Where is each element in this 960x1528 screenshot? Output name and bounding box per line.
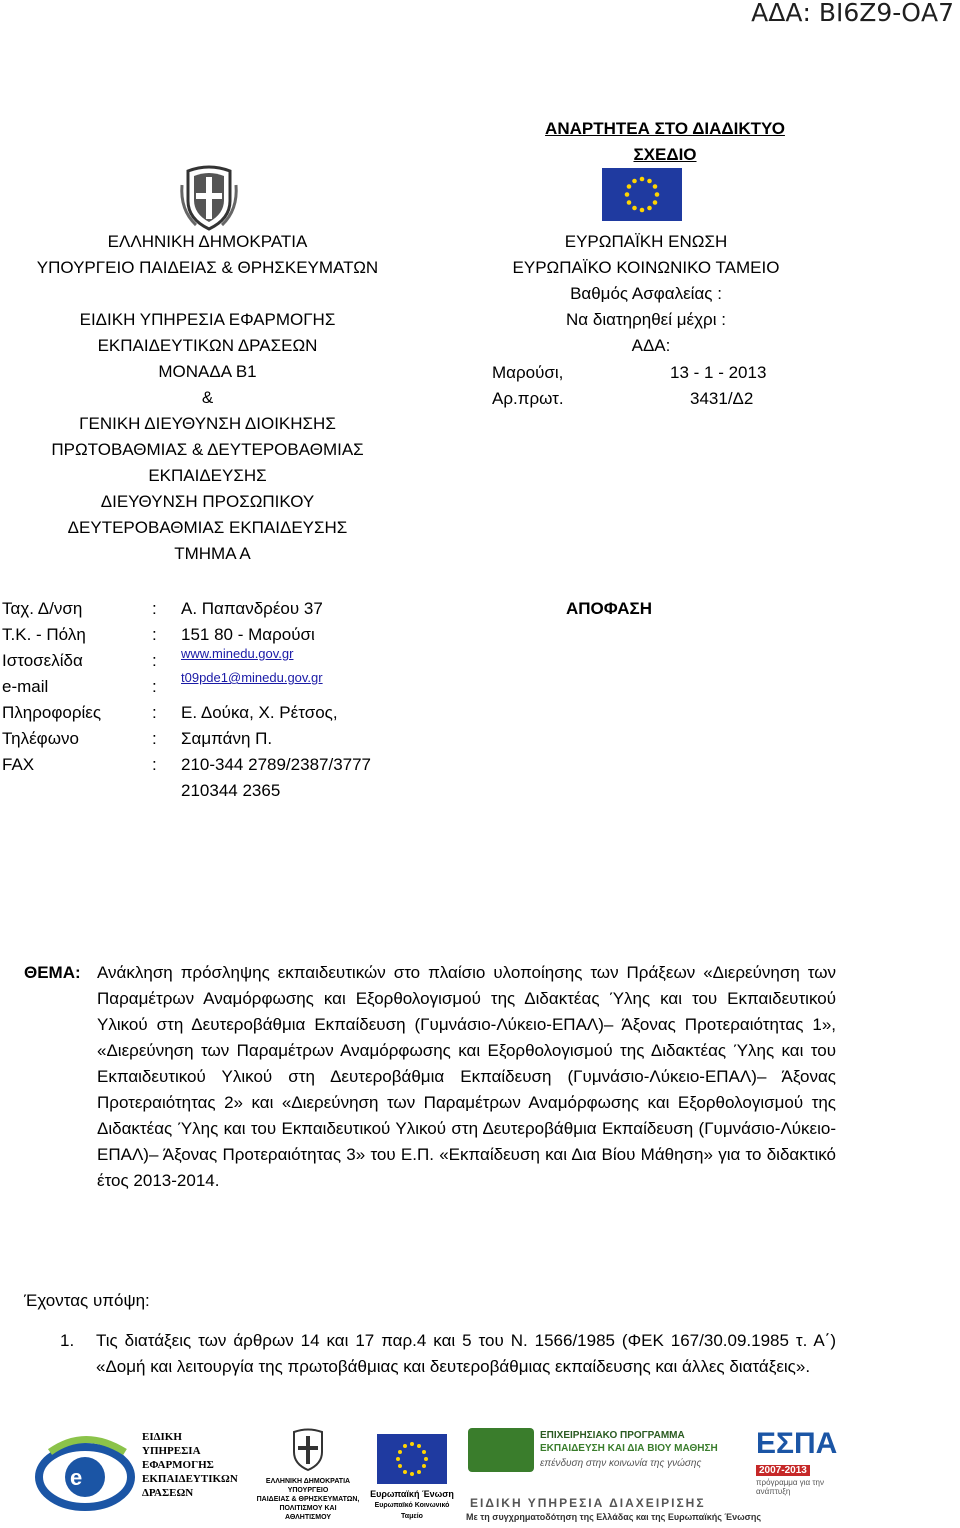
authority-line: ΠΡΩΤΟΒΑΘΜΙΑΣ & ΔΕΥΤΕΡΟΒΑΘΜΙΑΣ [51, 440, 364, 459]
ada-label: ΑΔΑ: [631, 336, 671, 355]
considering-label: Έχοντας υπόψη: [24, 1291, 150, 1310]
place-label: Μαρούσι, [492, 363, 564, 382]
eu-union-label: ΕΥΡΩΠΑΪΚΗ ΕΝΩΣΗ [564, 232, 728, 251]
contact-value: 210-344 2789/2387/3777 [181, 755, 372, 774]
contact-row [2, 596, 422, 622]
eye-logo-icon [30, 1422, 140, 1522]
eye-logo-line: ΔΡΑΣΕΩΝ [142, 1487, 194, 1499]
contact-label [2, 778, 152, 804]
ministry-logo [256, 1428, 360, 1522]
contact-colon: : [152, 729, 157, 748]
contact-label: e-mail [2, 677, 49, 696]
contact-colon: : [152, 677, 157, 696]
contact-label: Ιστοσελίδα [2, 651, 83, 670]
contact-row [2, 778, 422, 804]
eu-footer-line: Ευρωπαϊκό Κοινωνικό Ταμείο [374, 1502, 450, 1520]
retain-until: Να διατηρηθεί μέχρι : [566, 310, 726, 329]
contact-colon: : [152, 755, 157, 774]
contact-row [2, 726, 422, 752]
op-name: ΕΚΠΑΙΔΕΥΣΗ ΚΑΙ ΔΙΑ ΒΙΟΥ ΜΑΘΗΣΗ [540, 1443, 718, 1454]
contact-colon: : [152, 651, 157, 670]
contact-label: Τηλέφωνο [2, 729, 79, 748]
eu-flag-icon [602, 168, 682, 221]
contact-row [2, 670, 422, 700]
authority-line: ΕΙΔΙΚΗ ΥΠΗΡΕΣΙΑ ΕΦΑΡΜΟΓΗΣ [79, 310, 336, 329]
contact-value: 151 80 - Μαρούσι [181, 625, 315, 644]
subject-section [24, 960, 836, 1194]
eu-footer-line: Ευρωπαϊκή Ένωση [370, 1489, 454, 1499]
protocol-number: 3431/Δ2 [690, 389, 754, 408]
document-date: 13 - 1 - 2013 [670, 363, 767, 382]
eu-footer-text [366, 1489, 458, 1522]
contact-colon: : [152, 625, 157, 644]
authority-line: ΕΚΠΑΙΔΕΥΣΗΣ [148, 466, 267, 485]
eye-logo-text [142, 1430, 238, 1500]
ministry-logo-line: ΠΟΛΙΤΙΣΜΟΥ ΚΑΙ ΑΘΛΗΤΙΣΜΟΥ [279, 1505, 337, 1521]
contact-label: Πληροφορίες [2, 703, 102, 722]
espa-logo [756, 1428, 852, 1498]
authority-line: ΤΜΗΜΑ Α [174, 544, 251, 563]
ministry-logo-text [256, 1477, 360, 1522]
ministry-logo-line: ΕΛΛΗΝΙΚΗ ΔΗΜΟΚΡΑΤΙΑ [265, 1478, 351, 1485]
contact-table [2, 596, 422, 804]
op-icon [468, 1428, 534, 1472]
contact-row [2, 700, 422, 726]
operational-programme-logo [468, 1428, 748, 1498]
authority-line: & [201, 388, 214, 407]
draft-label: ΣΧΕΔΙΟ [633, 145, 697, 164]
subject-text: Ανάκληση πρόσληψης εκπαιδευτικών στο πλαίσιο υλοποίησης των Πράξεων «Διερεύνηση των Παραμέτρων Αναμόρφωσης και Εξορθολογισμού της Διδακτέας Ύλης και του Εκπαιδευτικού Υλικού στη Δευτεροβάθμια Εκπαίδευση (Γυμνάσιο-Λύκειο-ΕΠΑΛ)– Άξονας Προτεραιότητας 1», «Διερεύνηση των Παραμέτρων Αναμόρφωσης και Εξορθολογισμού της Διδακτέας Ύλης και του Εκπαιδευτικού Υλικού στη Δευτεροβάθμια Εκπαίδευση (Γυμνάσιο-Λύκειο-ΕΠΑΛ)– Άξονας Προτεραιότητας 2» και «Διερεύνηση των Παραμέτρων Αναμόρφωσης και Εξορθολογισμού της Διδακτέας Ύλης και του Εκπαιδευτικού Υλικού στη Δευτεροβάθμια Εκπαίδευση (Γυμνάσιο-Λύκειο-ΕΠΑΛ)– Άξονας Προτεραιότητας 3» του Ε.Π. «Εκπαίδευση και Δια Βίου Μάθηση» για το διδακτικό έτος 2013-2014. [97, 963, 836, 1190]
eu-fund-label: ΕΥΡΩΠΑΪΚΟ ΚΟΙΝΩΝΙΚΟ ΤΑΜΕΙΟ [512, 258, 780, 277]
contact-value: Ε. Δούκα, Χ. Ρέτσος, [181, 703, 338, 722]
email-link[interactable]: t09pde1@minedu.gov.gr [181, 670, 323, 685]
decision-title: ΑΠΟΦΑΣΗ [566, 599, 653, 618]
eye-logo-line: ΕΦΑΡΜΟΓΗΣ [142, 1459, 214, 1471]
op-title: ΕΠΙΧΕΙΡΗΣΙΑΚΟ ΠΡΟΓΡΑΜΜΑ [540, 1430, 685, 1441]
svg-text:e: e [70, 1465, 83, 1490]
publish-notice [520, 116, 810, 168]
eu-fund-block [496, 229, 796, 359]
eu-footer-flag-icon [377, 1434, 447, 1484]
ministry-emblem-icon [288, 1428, 328, 1472]
ministry-logo-line: ΠΑΙΔΕΙΑΣ & ΘΡΗΣΚΕΥΜΑΤΩΝ, [256, 1496, 360, 1503]
contact-value: 210344 2365 [181, 781, 281, 800]
website-link[interactable]: www.minedu.gov.gr [181, 646, 294, 661]
op-slogan: επένδυση στην κοινωνία της γνώσης [540, 1458, 702, 1469]
espa-subtitle: πρόγραμμα για την ανάπτυξη [756, 1478, 824, 1496]
contact-colon: : [152, 703, 157, 722]
authority-line: ΔΙΕΥΘΥΝΣΗ ΠΡΟΣΩΠΙΚΟΥ [100, 492, 315, 511]
contact-label: Τ.Κ. - Πόλη [2, 625, 86, 644]
contact-label: FAX [2, 755, 35, 774]
authority-line [20, 281, 395, 307]
greek-coat-of-arms-icon [178, 165, 240, 233]
authority-line: ΕΛΛΗΝΙΚΗ ΔΗΜΟΚΡΑΤΙΑ [107, 232, 308, 251]
eye-logo [30, 1422, 246, 1522]
contact-label: Ταχ. Δ/νση [2, 599, 83, 618]
security-level: Βαθμός Ασφαλείας : [570, 284, 722, 303]
ministry-logo-line: ΥΠΟΥΡΓΕΙΟ [287, 1487, 329, 1494]
contact-row [2, 752, 422, 778]
authority-line: ΜΟΝΑΔΑ Β1 [158, 362, 257, 381]
management-label: ΕΙΔΙΚΗ ΥΠΗΡΕΣΙΑ ΔΙΑΧΕΙΡΙΣΗΣ [470, 1496, 706, 1510]
authority-line: ΔΕΥΤΕΡΟΒΑΘΜΙΑΣ ΕΚΠΑΙΔΕΥΣΗΣ [67, 518, 348, 537]
eye-logo-line: ΕΚΠΑΙΔΕΥΤΙΚΩΝ [142, 1473, 238, 1485]
authority-line: ΕΚΠΑΙΔΕΥΤΙΚΩΝ ΔΡΑΣΕΩΝ [97, 336, 318, 355]
list-item-text: Τις διατάξεις των άρθρων 14 και 17 παρ.4 και 5 του Ν. 1566/1985 (ΦΕΚ 167/30.09.1985 τ. Α΄) «Δομή και λειτουργία της πρωτοβάθμιας και δευτεροβάθμιας εκπαίδευσης και άλλες διατάξεις». [96, 1331, 836, 1376]
publish-online-label: ΑΝΑΡΤΗΤΕΑ ΣΤΟ ΔΙΑΔΙΚΤΥΟ [545, 119, 785, 138]
contact-colon: : [152, 599, 157, 618]
issuing-authority [20, 229, 395, 567]
authority-line: ΥΠΟΥΡΓΕΙΟ ΠΑΙΔΕΙΑΣ & ΘΡΗΣΚΕΥΜΑΤΩΝ [36, 258, 379, 277]
eu-logo [366, 1434, 458, 1522]
list-item-number: 1. [60, 1331, 75, 1350]
subject-label: ΘΕΜΑ: [24, 963, 81, 982]
eye-logo-line: ΥΠΗΡΕΣΙΑ [142, 1445, 201, 1457]
espa-title: ΕΣΠΑ [756, 1427, 838, 1460]
list-item [60, 1328, 836, 1380]
cofunding-label: Με τη συγχρηματοδότηση της Ελλάδας και της Ευρωπαϊκής Ένωσης [466, 1512, 762, 1522]
protocol-label: Αρ.πρωτ. [492, 389, 564, 408]
contact-colon [152, 778, 181, 804]
contact-value: Σαμπάνη Π. [181, 729, 273, 748]
contact-value: Α. Παπανδρέου 37 [181, 599, 323, 618]
eye-logo-line: ΕΙΔΙΚΗ [142, 1431, 182, 1443]
espa-years: 2007-2013 [756, 1465, 810, 1476]
document-code: ΑΔΑ: ΒΙ6Ζ9-ΟΑ7 [751, 0, 954, 27]
authority-line: ΓΕΝΙΚΗ ΔΙΕΥΘΥΝΣΗ ΔΙΟΙΚΗΣΗΣ [79, 414, 336, 433]
